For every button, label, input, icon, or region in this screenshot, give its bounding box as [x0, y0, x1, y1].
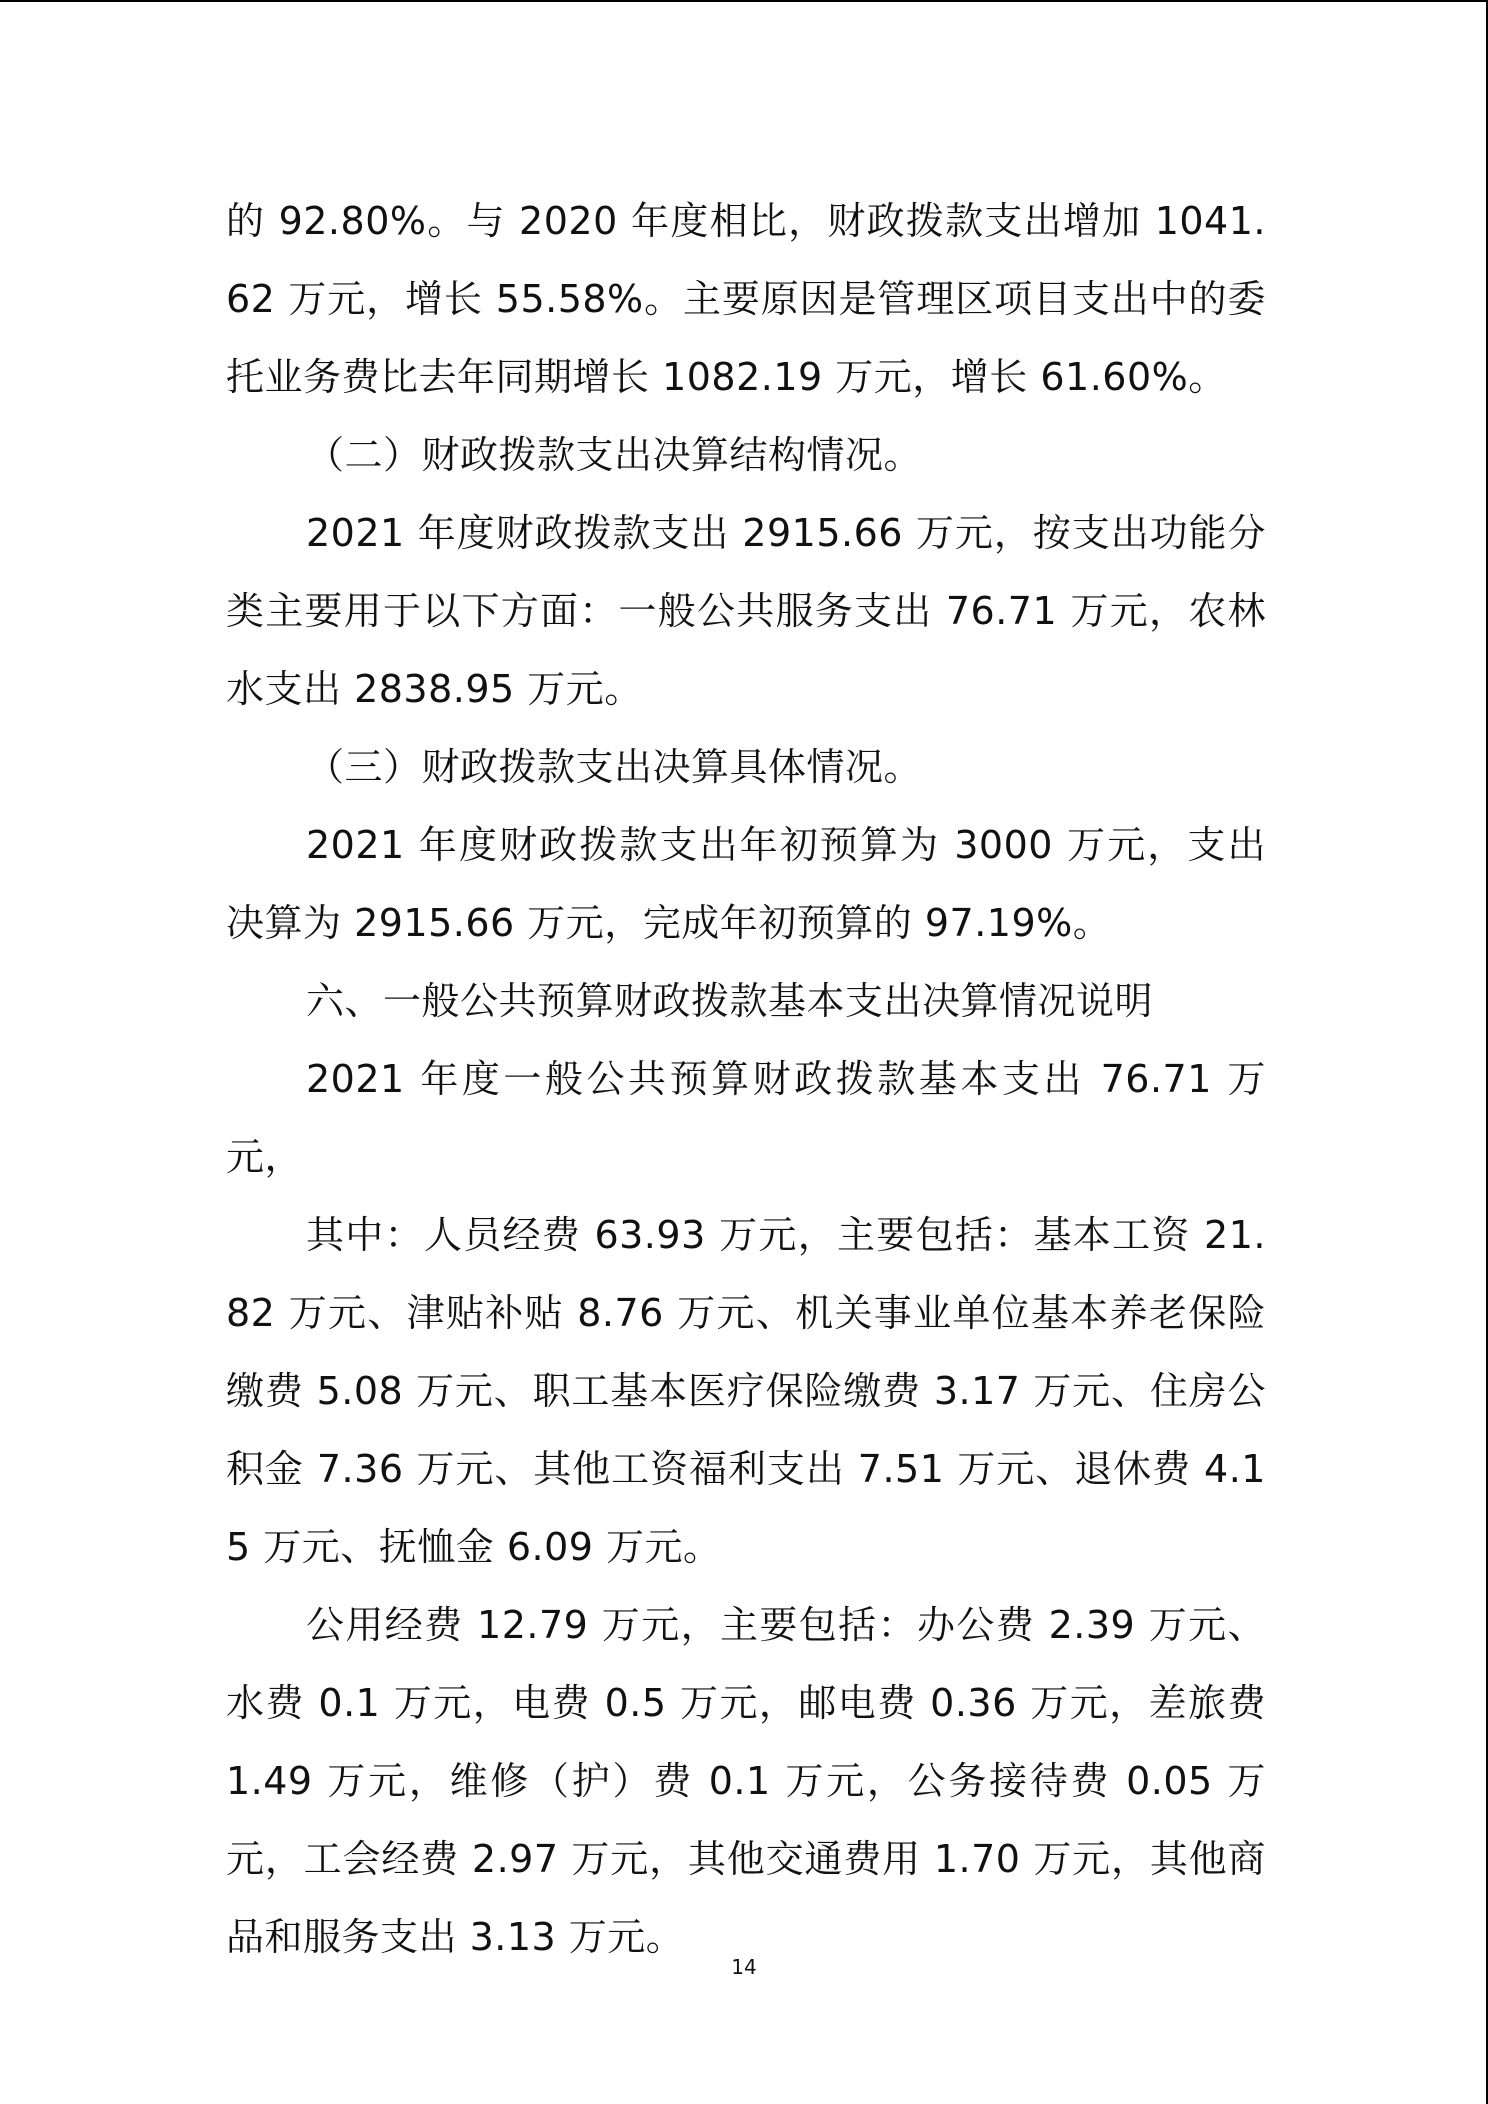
paragraph-basic-expenditure-total: 2021 年度一般公共预算财政拨款基本支出 76.71 万元，: [226, 1057, 1266, 1179]
page-number: 14: [731, 1955, 757, 1979]
paragraph-expenditure-comparison: 的 92.80%。与 2020 年度相比，财政拨款支出增加 1041.62 万元，增长 55.58%。主要原因是管理区项目支出中的委托业务费比去年同期增长 1082.19 万元，增长 61.60%。: [226, 199, 1266, 399]
paragraph-functional-classification: 2021 年度财政拨款支出 2915.66 万元，按支出功能分类主要用于以下方面：一般公共服务支出 76.71 万元，农林水支出 2838.95 万元。: [226, 511, 1266, 711]
paragraph-public-expenses: 公用经费 12.79 万元，主要包括：办公费 2.39 万元、 水费 0.1 万元，电费 0.5 万元，邮电费 0.36 万元，差旅费 1.49 万元，维修（护）费 0.1 万元，公务接待费 0.05 万元，工会经费 2.97 万元，其他交通费用 1.70 万元，其他商品和服务支出 3.13 万元。: [226, 1603, 1266, 1959]
heading-structure-situation: （二）财政拨款支出决算结构情况。: [306, 433, 923, 477]
page-top-border: [0, 0, 1488, 2]
heading-basic-expenditure: 六、一般公共预算财政拨款基本支出决算情况说明: [306, 979, 1154, 1023]
paragraph-personnel-expenses: 其中：人员经费 63.93 万元，主要包括：基本工资 21.82 万元、津贴补贴 8.76 万元、机关事业单位基本养老保险缴费 5.08 万元、职工基本医疗保险缴费 3.17 万元、住房公积金 7.36 万元、其他工资福利支出 7.51 万元、退休费 4.15 万元、抚恤金 6.09 万元。: [226, 1213, 1266, 1569]
paragraph-budget-completion: 2021 年度财政拨款支出年初预算为 3000 万元，支出决算为 2915.66 万元，完成年初预算的 97.19%。: [226, 823, 1266, 945]
document-body: [226, 182, 1266, 1976]
heading-specific-situation: （三）财政拨款支出决算具体情况。: [306, 745, 923, 789]
